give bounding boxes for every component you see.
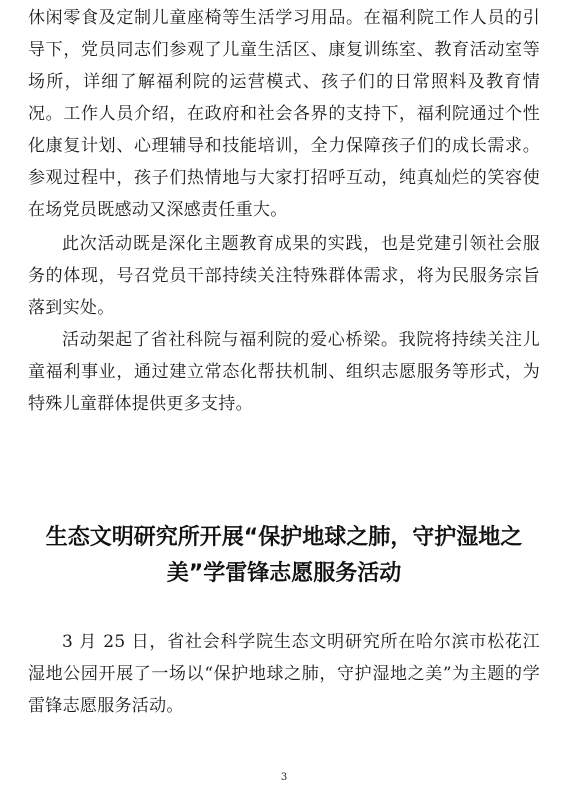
page-number: 3 <box>280 772 288 783</box>
body-paragraph-2: 此次活动既是深化主题教育成果的实践，也是党建引领社会服务的体现，号召党员干部持续关注特殊群体需求，将为民服务宗旨落到实处。 <box>28 234 540 318</box>
section-paragraph: 3 月 25 日，省社会科学院生态文明研究所在哈尔滨市松花江湿地公园开展了一场以“保护地球之肺，守护湿地之美”为主题的学雷锋志愿服务活动。 <box>28 632 540 716</box>
body-paragraph-1: 休闲零食及定制儿童座椅等生活学习用品。在福利院工作人员的引导下，党员同志们参观了儿童生活区、康复训练室、教育活动室等场所，详细了解福利院的运营模式、孩子们的日常照料及教育情况。工作人员介绍，在政府和社会各界的支持下，福利院通过个性化康复计划、心理辅导和技能培训，全力保障孩子们的成长需求。参观过程中，孩子们热情地与大家打招呼互动，纯真灿烂的笑容使在场党员既感动又深感责任重大。 <box>28 8 540 220</box>
body-paragraph-3: 活动架起了省社科院与福利院的爱心桥梁。我院将持续关注儿童福利事业，通过建立常态化帮扶机制、组织志愿服务等形式，为特殊儿童群体提供更多支持。 <box>28 330 540 414</box>
section-heading: 生态文明研究所开展“保护地球之肺，守护湿地之美”学雷锋志愿服务活动 <box>45 525 523 586</box>
